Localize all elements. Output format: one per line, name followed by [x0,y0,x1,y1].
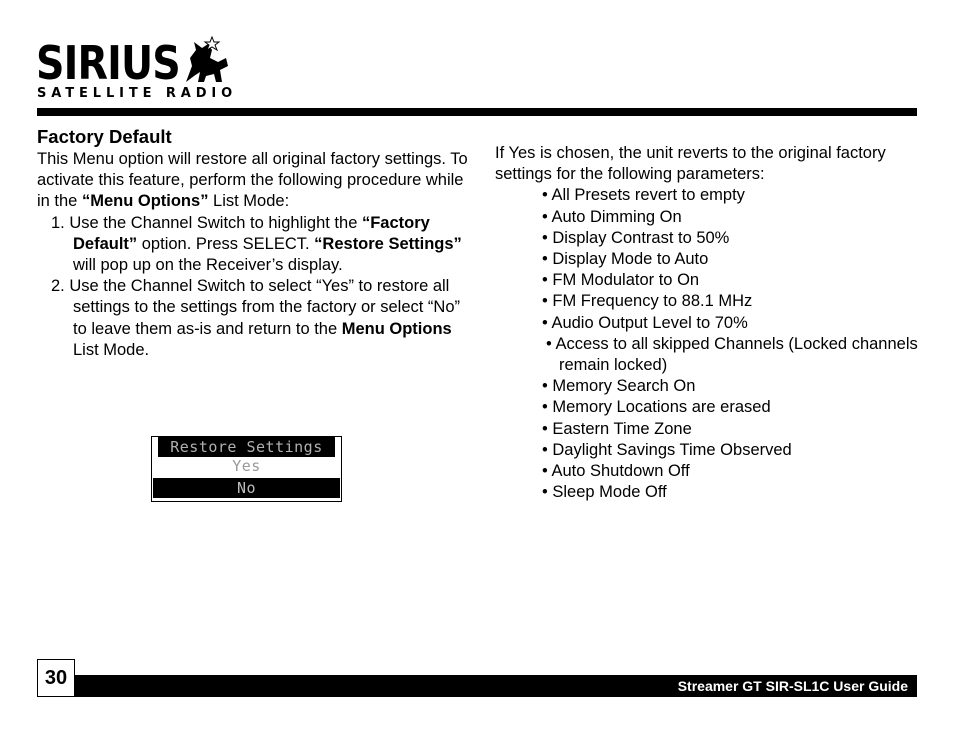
list-item: • Memory Locations are erased [542,398,771,417]
step-2-text-b: List Mode. [73,340,150,359]
right-column [495,143,925,503]
sirius-logo [36,36,238,104]
header-rule [37,108,917,116]
step-2 [37,276,477,361]
step-1 [37,213,477,277]
lcd-option-no: No [153,478,340,498]
list-item: • FM Frequency to 88.1 MHz [542,292,753,311]
defaults-intro: If Yes is chosen, the unit reverts to the original factory settings for the following parameters: [495,144,886,184]
dog-star-icon [182,36,232,86]
lcd-title: Restore Settings [158,437,335,457]
step-1-text-a: Use the Channel Switch to highlight the [69,213,362,232]
list-item: • All Presets revert to empty [542,186,745,205]
intro-text-a: This Menu option will restore all original factory settings. To activate this feature, perform the following procedure while in the [37,150,468,211]
left-column [37,125,477,361]
list-item: • Sleep Mode Off [542,483,667,502]
page-number: 30 [37,659,75,697]
lcd-title-row [152,437,341,457]
guide-title: Streamer GT SIR-SL1C User Guide [72,675,917,697]
list-item: • Auto Shutdown Off [542,462,690,481]
step-2-menu-options: Menu Options [341,319,452,338]
list-item: • Access to all skipped Channels (Locked channels remain locked) [546,334,918,375]
list-item: • Audio Output Level to 70% [542,313,748,332]
step-2-number: 2. [51,277,70,296]
step-1-restore-settings: “Restore Settings” [314,234,462,253]
section-title: Factory Default [37,126,172,147]
step-1-text-c: will pop up on the Receiver’s display. [73,256,343,275]
list-item: • Memory Search On [542,377,696,396]
intro-text-b: List Mode: [208,192,290,211]
list-item: • FM Modulator to On [542,271,700,290]
list-item: • Display Mode to Auto [542,250,709,269]
logo-tagline: SATELLITE RADIO [37,86,238,101]
lcd-display [151,436,342,502]
step-2-text-a: Use the Channel Switch to select “Yes” to restore all settings to the settings from the factory or select “No” to leave them as-is and return to the [69,277,460,338]
lcd-option-yes: Yes [232,457,261,475]
list-item: • Eastern Time Zone [542,419,692,438]
page-footer [37,659,917,697]
section-intro [37,149,477,213]
list-item: • Display Contrast to 50% [542,228,730,247]
step-1-text-b: option. Press SELECT. [137,234,315,253]
list-item: • Auto Dimming On [542,207,682,226]
step-1-number: 1. [51,213,70,232]
step-1-factory-default: “Factory Default” [73,213,430,253]
logo-wordmark: SIRIUS [36,36,180,90]
intro-menu-options: “Menu Options” [81,192,209,211]
list-item: • Daylight Savings Time Observed [542,440,792,459]
defaults-list [495,185,925,503]
